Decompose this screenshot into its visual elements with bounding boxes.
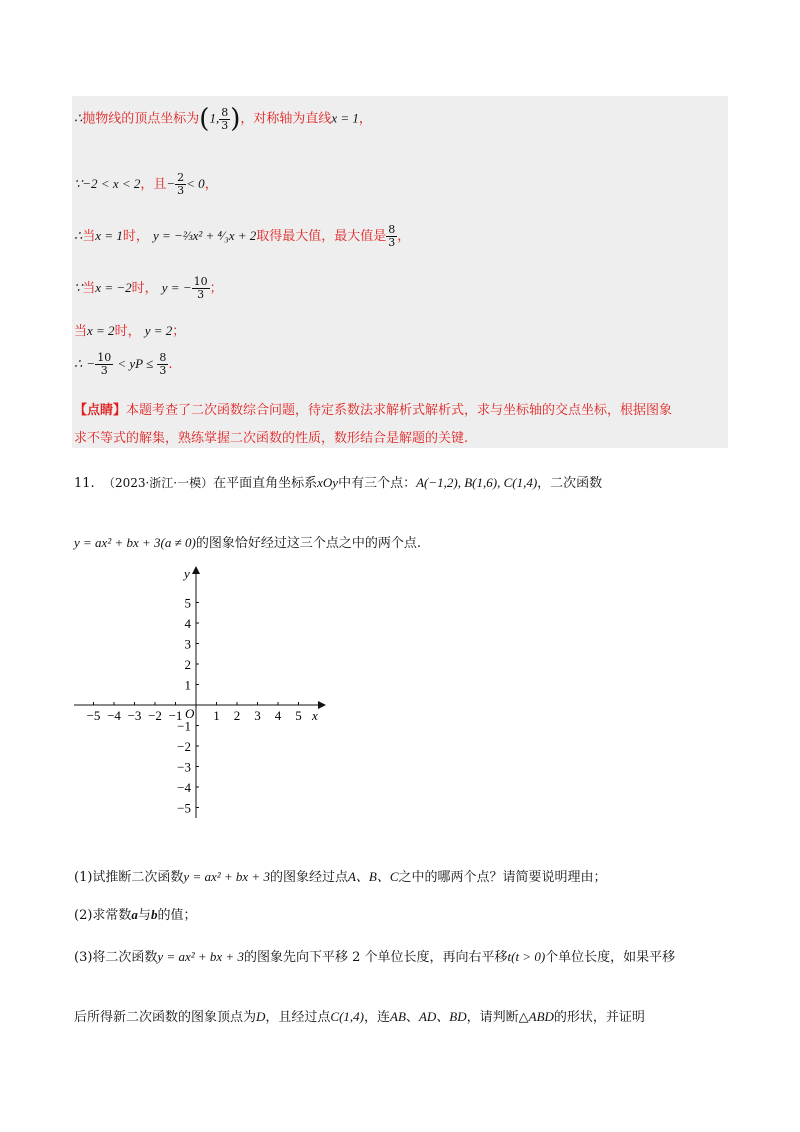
punct: ； — [172, 324, 186, 339]
because-symbol: ∵ — [74, 280, 83, 295]
text: ，且经过点 — [265, 1010, 331, 1025]
part-3-line-2 — [74, 1006, 645, 1025]
text: 的形状，并证明 — [553, 1010, 645, 1025]
part-3-line-1 — [74, 946, 675, 965]
text: 的图象先向下平移 2 个单位长度，再向右平移 — [243, 950, 508, 965]
punct: ； — [209, 281, 223, 296]
solution-line-4 — [74, 276, 223, 301]
text: 抛物线的顶点坐标为 — [82, 111, 200, 127]
inequality-tail: < 0 — [186, 176, 205, 191]
question-source: （2023·浙江·一模） — [102, 476, 214, 490]
y-tick-label: 4 — [184, 616, 191, 631]
therefore-symbol: ∴ — [74, 356, 83, 371]
text: 之中的哪两个点？请简要说明理由； — [398, 870, 607, 885]
question-stem-line-2 — [74, 532, 421, 551]
y-value: y = 2 — [144, 323, 173, 338]
y-tick-label: 1 — [184, 677, 191, 693]
fraction: $\frac{8}{3}$ — [159, 351, 167, 377]
t-value: t(t > 0) — [507, 949, 546, 964]
paren-close: ) — [230, 104, 241, 134]
x-tick-label: −3 — [127, 708, 142, 723]
var-a: a — [131, 907, 138, 922]
axis-equation: x = 1 — [331, 110, 359, 126]
text: ，二次函数 — [537, 476, 603, 491]
question-stem-line-1 — [74, 472, 602, 491]
coord-system: xOy — [317, 475, 339, 490]
inequality: < yP ≤ — [117, 356, 154, 371]
text: (1)试推断二次函数 — [74, 870, 184, 885]
comment-text: 求不等式的解集，熟练掌握二次函数的性质，数形结合是解题的关键. — [74, 431, 469, 446]
y-tick-label: −2 — [177, 739, 191, 754]
inequality: ∵−2 < x < 2 — [74, 176, 141, 191]
y-value: y = − — [161, 280, 192, 295]
x-value: x = −2 — [95, 280, 132, 295]
text: 的图象经过点 — [269, 870, 348, 885]
x-tick-label: 5 — [295, 708, 302, 723]
y-tick-label: 3 — [184, 636, 191, 652]
text: 取得最大值，最大值是 — [256, 229, 387, 244]
function: y = ax² + bx + 3(a ≠ 0) — [74, 535, 196, 550]
fraction: $\frac{2}{3}$ — [177, 171, 185, 197]
solution-line-2 — [74, 172, 218, 197]
x-tick-label: −2 — [148, 708, 162, 723]
text: 个单位长度，如果平移 — [545, 950, 676, 965]
y-tick-label: −5 — [177, 800, 191, 816]
x-tick-label: 1 — [213, 708, 220, 723]
y-axis-label: y — [184, 566, 190, 581]
text: (3)将二次函数 — [74, 950, 158, 965]
therefore-symbol: ∴ — [74, 110, 83, 126]
fraction: $\frac{10}{3}$ — [193, 275, 208, 301]
text: 时， — [122, 229, 149, 244]
vertex-y-fraction: $\frac{8}{3}$ — [221, 105, 229, 132]
text: ，对称轴为直线 — [240, 111, 332, 127]
therefore-symbol: ∴ — [74, 228, 83, 243]
text: 在平面直角坐标系 — [213, 476, 318, 491]
comment-line-1 — [74, 399, 672, 418]
text: 后所得新二次函数的图象顶点为 — [74, 1010, 257, 1025]
y-tick-label: −4 — [177, 780, 191, 795]
solution-line-6 — [74, 352, 173, 377]
y-tick-label: −3 — [177, 759, 191, 775]
x-tick-label: −4 — [107, 708, 121, 723]
minus: − — [86, 356, 96, 371]
x-tick-label: −1 — [168, 708, 183, 723]
x-tick-label: −5 — [86, 708, 101, 723]
var-b: b — [150, 907, 158, 922]
x-axis-label: x — [312, 708, 318, 723]
text: ，且 — [140, 177, 167, 192]
points: A(−1,2), B(1,6), C(1,4) — [416, 475, 538, 490]
x-tick-label: 3 — [254, 708, 261, 723]
points: A、B、C — [347, 869, 399, 884]
comment-text: 本题考查了二次函数综合问题，待定系数法求解析式解析式，求与坐标轴的交点坐标，根据图象 — [126, 403, 673, 418]
solution-line-5 — [74, 320, 185, 339]
paren-open: ( — [199, 104, 210, 134]
max-fraction: $\frac{8}{3}$ — [388, 223, 396, 249]
text: 、 — [405, 1010, 419, 1025]
text: 当 — [74, 324, 88, 339]
text: 当 — [82, 281, 96, 296]
text: 的值； — [157, 908, 197, 923]
vertex-x: 1, — [209, 110, 220, 126]
comment-tag: 【点睛】 — [74, 403, 127, 418]
y-axis-arrow — [192, 566, 200, 574]
triangle: △ABD — [518, 1009, 554, 1024]
comment-line-2 — [74, 427, 468, 446]
text: ，连 — [364, 1010, 391, 1025]
x-tick-label: 4 — [274, 708, 282, 723]
text: (2)求常数 — [74, 908, 132, 923]
x-value: x = 1 — [95, 228, 123, 243]
punct: ， — [397, 229, 411, 244]
text: ，请判断 — [466, 1010, 519, 1025]
question-number: 11. — [74, 476, 95, 491]
segments: AD、BD — [418, 1009, 467, 1024]
coordinate-grid — [60, 560, 350, 830]
point-c: C(1,4) — [330, 1009, 365, 1024]
origin-label: O — [185, 706, 195, 721]
text: 中有三个点： — [338, 476, 417, 491]
part-2 — [74, 904, 196, 923]
segment-ab: AB — [390, 1009, 406, 1024]
minus: − — [166, 176, 176, 191]
x-value: x = 2 — [87, 323, 115, 338]
punct: ， — [358, 111, 372, 127]
y-tick-label: 5 — [184, 595, 191, 611]
text: 当 — [82, 229, 96, 244]
y-tick-label: 2 — [184, 657, 191, 672]
punct: ， — [204, 177, 218, 192]
solution-box — [72, 96, 728, 448]
text: 时， — [114, 324, 141, 339]
function-formula: y = −⅔x² + ⁴⁄₃x + 2 — [153, 228, 257, 243]
punct: . — [168, 357, 173, 372]
fraction: $\frac{10}{3}$ — [97, 351, 112, 377]
function: y = ax² + bx + 3 — [183, 869, 270, 884]
solution-line-1 — [74, 104, 372, 134]
text: 的图象恰好经过这三个点之中的两个点. — [195, 536, 421, 551]
y-tick-label: −1 — [177, 718, 191, 734]
solution-line-3 — [74, 224, 410, 249]
x-tick-label: 2 — [233, 708, 241, 723]
x-axis-arrow — [318, 701, 326, 709]
text: 与 — [137, 908, 151, 923]
text: 时， — [131, 281, 158, 296]
point-d: D — [256, 1009, 266, 1024]
function: y = ax² + bx + 3 — [157, 949, 244, 964]
part-1 — [74, 866, 607, 885]
